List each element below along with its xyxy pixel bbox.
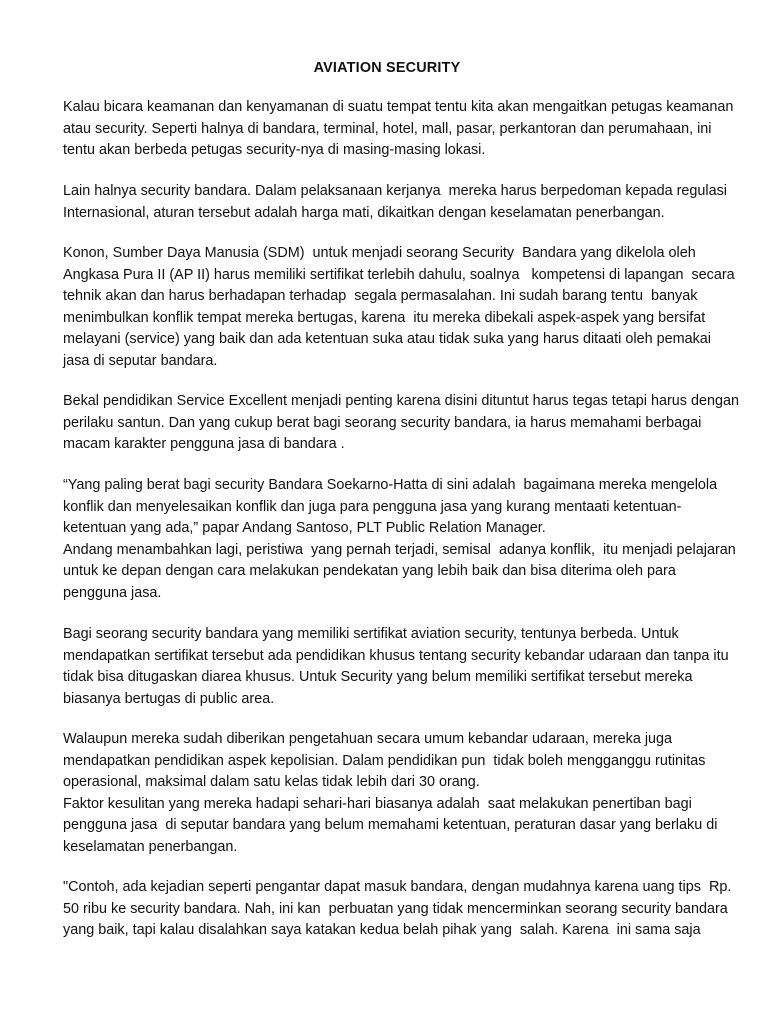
paragraph-line: yang baik, tapi kalau disalahkan saya katakan kedua belah pihak yang salah. Karena ini sama saja <box>63 922 701 938</box>
paragraph-line: operasional, maksimal dalam satu kelas tidak lebih dari 30 orang. <box>63 774 480 790</box>
paragraph-line: Bagi seorang security bandara yang memiliki sertifikat aviation security, tentunya berbeda. Untuk <box>63 626 679 642</box>
paragraph-line: "Contoh, ada kejadian seperti pengantar dapat masuk bandara, dengan mudahnya karena uang tips Rp. <box>63 879 732 895</box>
paragraph-line: Internasional, aturan tersebut adalah harga mati, dikaitkan dengan keselamatan penerbangan. <box>63 204 665 221</box>
paragraph-line: Andang menambahkan lagi, peristiwa yang pernah terjadi, semisal adanya konflik, itu menjadi pelajaran <box>63 541 736 558</box>
paragraph-8 <box>63 877 732 942</box>
paragraph-line: untuk ke depan dengan cara melakukan pendekatan yang lebih baik dan bisa diterima oleh para <box>63 563 676 579</box>
paragraph-6 <box>63 624 729 710</box>
paragraph-line: atau security. Seperti halnya di bandara, terminal, hotel, mall, pasar, perkantoran dan perumahaan, ini <box>63 120 712 137</box>
paragraph-line: pengguna jasa di seputar bandara yang belum memahami ketentuan, peraturan dasar yang berlaku di <box>63 817 718 833</box>
paragraph-line: Walaupun mereka sudah diberikan pengetahuan secara umum kebandar udaraan, mereka juga <box>63 731 673 747</box>
paragraph-line: Kalau bicara keamanan dan kenyamanan di suatu tempat tentu kita akan mengaitkan petugas keamanan <box>63 99 734 115</box>
paragraph-line: Lain halnya security bandara. Dalam pelaksanaan kerjanya mereka harus berpedoman kepada regulasi <box>63 183 727 199</box>
paragraph-line: jasa di seputar bandara. <box>63 352 218 369</box>
paragraph-line: tentu akan berbeda petugas security-nya di masing-masing lokasi. <box>63 142 486 158</box>
paragraph-line: tehnik akan dan harus berhadapan terhadap segala permasalahan. Ini sudah barang tentu banyak <box>63 288 698 304</box>
paragraph-line: Angkasa Pura II (AP II) harus memiliki sertifikat terlebih dahulu, soalnya kompetensi di lapangan secara <box>63 266 735 283</box>
paragraph-line: pengguna jasa. <box>63 584 162 601</box>
paragraph-line: 50 ribu ke security bandara. Nah, ini kan perbuatan yang tidak mencerminkan seorang security bandara <box>63 900 728 917</box>
paragraph-line: macam karakter pengguna jasa di bandara . <box>63 436 345 452</box>
paragraph-1 <box>63 97 734 162</box>
paragraph-line: melayani (service) yang baik dan ada ketentuan suka atau tidak suka yang harus ditaati oleh pemakai <box>63 331 711 347</box>
paragraph-line: menimbulkan konflik tempat mereka bertugas, karena itu mereka dibekali aspek-aspek yang bersifat <box>63 309 706 326</box>
paragraph-line: mendapatkan pendidikan aspek kepolisian. Dalam pendidikan pun tidak boleh mengganggu rutinitas <box>63 752 706 769</box>
paragraph-line: Konon, Sumber Daya Manusia (SDM) untuk menjadi seorang Security Bandara yang dikelola oleh <box>63 245 696 261</box>
paragraph-line: tidak bisa ditugaskan diarea khusus. Untuk Security yang belum memiliki sertifikat tersebut mereka <box>63 669 693 685</box>
document-title: AVIATION SECURITY <box>313 60 461 76</box>
paragraph-5 <box>63 475 736 604</box>
paragraph-line: konflik dan menyelesaikan konflik dan juga para pengguna jasa yang kurang mentaati ketentuan- <box>63 498 682 515</box>
paragraph-line: perilaku santun. Dan yang cukup berat bagi seorang security bandara, ia harus memahami berbagai <box>63 414 702 431</box>
paragraph-line: “Yang paling berat bagi security Bandara Soekarno-Hatta di sini adalah bagaimana mereka mengelola <box>63 477 718 493</box>
paragraph-7 <box>63 729 723 858</box>
paragraph-line: Bekal pendidikan Service Excellent menjadi penting karena disini dituntut harus tegas tetapi harus dengan <box>63 393 739 409</box>
paragraph-4 <box>63 391 739 456</box>
paragraph-2 <box>63 181 727 224</box>
paragraph-line: biasanya bertugas di public area. <box>63 690 275 707</box>
paragraph-3 <box>63 243 735 372</box>
paragraph-line: keselamatan penerbangan. <box>63 838 238 855</box>
paragraph-line: ketentuan yang ada,” papar Andang Santoso, PLT Public Relation Manager. <box>63 520 546 536</box>
paragraph-line: mendapatkan sertifikat tersebut ada pendidikan khusus tentang security kebandar udaraan dan tanpa itu <box>63 647 729 664</box>
paragraph-line: Faktor kesulitan yang mereka hadapi sehari-hari biasanya adalah saat melakukan penertiban bagi <box>63 795 692 812</box>
